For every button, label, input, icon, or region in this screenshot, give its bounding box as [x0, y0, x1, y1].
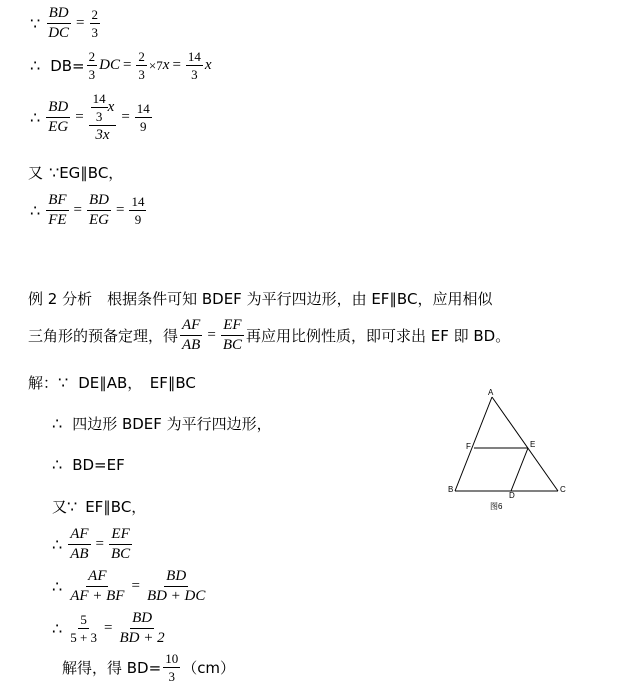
solution-given: 解： ∵ DE∥AB， EF∥BC	[28, 373, 196, 392]
fraction: $\frac{14}{3}$	[92, 91, 106, 124]
label-d: D	[509, 491, 515, 500]
example2-analysis-line2: 三角形的预备定理，得 $\frac{AF}{AB}$ = $\frac{EF}{BC}$ 再应用比例性质，即可求出 EF 即 BD。	[28, 317, 511, 353]
label-a: A	[488, 388, 494, 397]
because-symbol: ∵	[67, 497, 78, 516]
because-symbol: ∵	[58, 373, 69, 392]
fraction: $\frac{BF}{FE}$	[48, 192, 67, 228]
label-f: F	[466, 442, 471, 451]
label-c: C	[560, 485, 566, 494]
therefore-symbol: ∴	[52, 619, 63, 638]
because-symbol: ∵	[49, 163, 60, 182]
solution-step-bd-ef: ∴ BD=EF	[52, 455, 125, 474]
fraction: $\frac{10}{3}$	[165, 651, 179, 684]
fraction: $\frac{2}{3}$	[138, 49, 145, 82]
fraction: $\frac{BD}{EG}$	[88, 192, 109, 228]
fraction: $\frac{14}{9}$	[136, 101, 150, 134]
fraction: $\frac{5}{5 + 3}$	[70, 612, 98, 645]
fraction: $\frac{14}{3}$	[187, 49, 201, 82]
fraction: $\frac{AF}{AB}$	[182, 317, 201, 353]
figure-caption: 图6	[490, 502, 503, 511]
therefore-symbol: ∴	[52, 455, 63, 474]
fraction: $\frac{BD}{EG}$	[48, 99, 69, 135]
compound-fraction: $\frac{14}{3}$ x 3x	[89, 92, 117, 143]
step-bf-fe-ratio: ∴ $\frac{BF}{FE}$ = $\frac{BD}{EG}$ = $\frac{14}{9}$	[30, 192, 145, 228]
therefore-symbol: ∵	[30, 14, 41, 33]
fraction: $\frac{BD}{BD + 2}$	[119, 610, 165, 646]
triangle-figure	[440, 385, 580, 515]
fraction: $\frac{14}{9}$	[131, 194, 145, 227]
label-e: E	[530, 440, 536, 449]
side-ab	[455, 397, 492, 491]
step-ratio-bd-dc: ∵ $\frac{BD}{DC}$ = $\frac{2}{3}$	[30, 5, 98, 41]
solution-step-substitution: ∴ $\frac{5}{5 + 3}$ = $\frac{BD}{BD + 2}$	[52, 610, 165, 646]
fraction: $\frac{EF}{BC}$	[110, 526, 131, 562]
side-ac	[492, 397, 558, 491]
therefore-symbol: ∴	[30, 108, 41, 127]
fraction: $\frac{BD}{DC}$	[48, 5, 70, 41]
solution-step-parallelogram: ∴ 四边形 BDEF 为平行四边形，	[52, 414, 272, 433]
therefore-symbol: ∴	[30, 201, 41, 220]
step-eg-parallel-bc: 又 ∵ EG∥BC，	[28, 163, 124, 182]
fraction: $\frac{2}{3}$	[88, 49, 96, 82]
fraction: $\frac{2}{3}$	[91, 7, 98, 40]
fraction: $\frac{EF}{BC}$	[222, 317, 242, 353]
example2-analysis-line1: 例 2 分析 根据条件可知 BDEF 为平行四边形，由 EF∥BC，应用相似	[28, 290, 493, 308]
solution-step-proportion: ∴ $\frac{AF}{AF + BF}$ = $\frac{BD}{BD + DC}$	[52, 568, 206, 604]
segment-ed	[511, 448, 528, 491]
solution-step-ef-parallel-bc: 又 ∵ EF∥BC，	[52, 497, 147, 516]
fraction: $\frac{AF}{AF + BF}$	[70, 568, 125, 604]
solution-step-af-ab-ratio: ∴ $\frac{AF}{AB}$ = $\frac{EF}{BC}$	[52, 526, 131, 562]
therefore-symbol: ∴	[52, 414, 63, 433]
label-b: B	[448, 485, 454, 494]
fraction: $\frac{AF}{AB}$	[70, 526, 89, 562]
step-db-value: ∴ DB= $\frac{2}{3}$ DC = $\frac{2}{3}$ ×7 x = $\frac{14}{3}$ x	[30, 49, 212, 82]
therefore-symbol: ∴	[52, 577, 63, 596]
fraction: $\frac{BD}{BD + DC}$	[146, 568, 206, 604]
therefore-symbol: ∴	[30, 56, 41, 75]
step-bd-eg-ratio: ∴ $\frac{BD}{EG}$ = $\frac{14}{3}$ x 3x = $\frac{14}{9}$	[30, 91, 150, 143]
solution-result: 解得，得 BD= $\frac{10}{3}$ （cm）	[62, 651, 236, 684]
therefore-symbol: ∴	[52, 535, 63, 554]
